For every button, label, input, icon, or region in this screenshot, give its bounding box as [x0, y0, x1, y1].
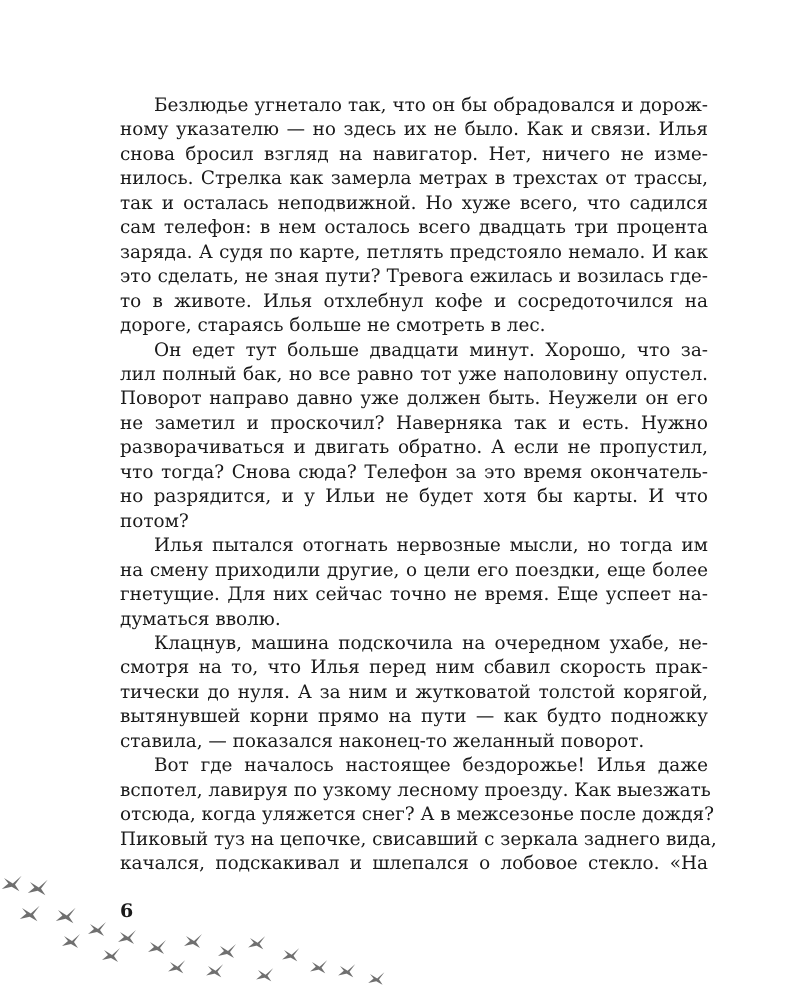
text-line: ному указателю — но здесь их не было. Как и связи. Илья — [120, 119, 708, 141]
text-line: лил полный бак, но все равно тот уже наполовину опустел. — [120, 363, 708, 385]
text-line: разворачиваться и двигать обратно. А если не пропустил, — [120, 437, 708, 459]
paragraph-1 — [120, 94, 708, 339]
text-line: дороге, стараясь больше не смотреть в лес. — [120, 315, 546, 337]
body-text — [120, 94, 717, 877]
text-line: гнетущие. Для них сейчас точно не время. Еще успеет на- — [120, 584, 708, 606]
text-line: сам телефон: в нем осталось всего двадцать три процента — [120, 217, 708, 239]
text-line: смотря на то, что Илья перед ним сбавил скорость прак- — [120, 657, 708, 679]
paragraph-2 — [120, 339, 708, 535]
text-line: Илья пытался отогнать нервозные мысли, но тогда им — [154, 535, 708, 557]
text-line: вытянувшей корни прямо на пути — как будто подножку — [120, 706, 708, 728]
text-line: но разрядится, и у Ильи не будет хотя бы карты. И что — [120, 486, 708, 508]
text-line: Он едет тут больше двадцати минут. Хорошо, что за- — [154, 339, 708, 361]
birds-flock-icon — [0, 870, 400, 990]
text-line: что тогда? Снова сюда? Телефон за это время окончатель- — [120, 461, 708, 483]
text-line: качался, подскакивал и шлепался о лобовое стекло. «На — [120, 853, 708, 875]
text-line: тически до нуля. А за ним и жутковатой толстой корягой, — [120, 681, 708, 703]
text-line: не заметил и проскочил? Наверняка так и есть. Нужно — [120, 412, 708, 434]
text-line: снова бросил взгляд на навигатор. Нет, ничего не изме- — [120, 143, 708, 165]
bird-shapes — [2, 876, 385, 985]
text-line: то в животе. Илья отхлебнул кофе и сосредоточился на — [120, 290, 708, 312]
text-line: заряда. А судя по карте, петлять предстояло немало. И как — [120, 241, 708, 263]
text-line: нилось. Стрелка как замерла метрах в трехстах от трассы, — [120, 168, 708, 190]
paragraph-5 — [120, 754, 717, 876]
text-line: Вот где началось настоящее бездорожье! Илья даже — [154, 755, 708, 777]
paragraph-4 — [120, 632, 708, 754]
text-line: Безлюдье угнетало так, что он бы обрадовался и дорож- — [154, 95, 708, 116]
paragraph-3 — [120, 534, 708, 632]
text-line: вспотел, лавируя по узкому лесному проезду. Как выезжать — [120, 779, 711, 801]
text-line: это сделать, не зная пути? Тревога ежилась и возилась где- — [120, 266, 708, 288]
text-line: Клацнув, машина подскочила на очередном ухабе, не- — [154, 632, 708, 654]
text-line: Поворот направо давно уже должен быть. Неужели он его — [120, 388, 708, 410]
text-line: так и осталась неподвижной. Но хуже всего, что садился — [120, 192, 708, 214]
text-line: потом? — [120, 510, 189, 532]
text-line: ставила, — показался наконец-то желанный поворот. — [120, 730, 645, 752]
page-number: 6 — [120, 900, 134, 922]
text-line: отсюда, когда уляжется снег? А в межсезонье после дождя? — [120, 804, 714, 826]
text-line: на смену приходили другие, о цели его поездки, еще более — [120, 559, 708, 581]
text-line: думаться вволю. — [120, 608, 281, 630]
text-line: Пиковый туз на цепочке, свисавший с зеркала заднего вида, — [120, 828, 717, 850]
